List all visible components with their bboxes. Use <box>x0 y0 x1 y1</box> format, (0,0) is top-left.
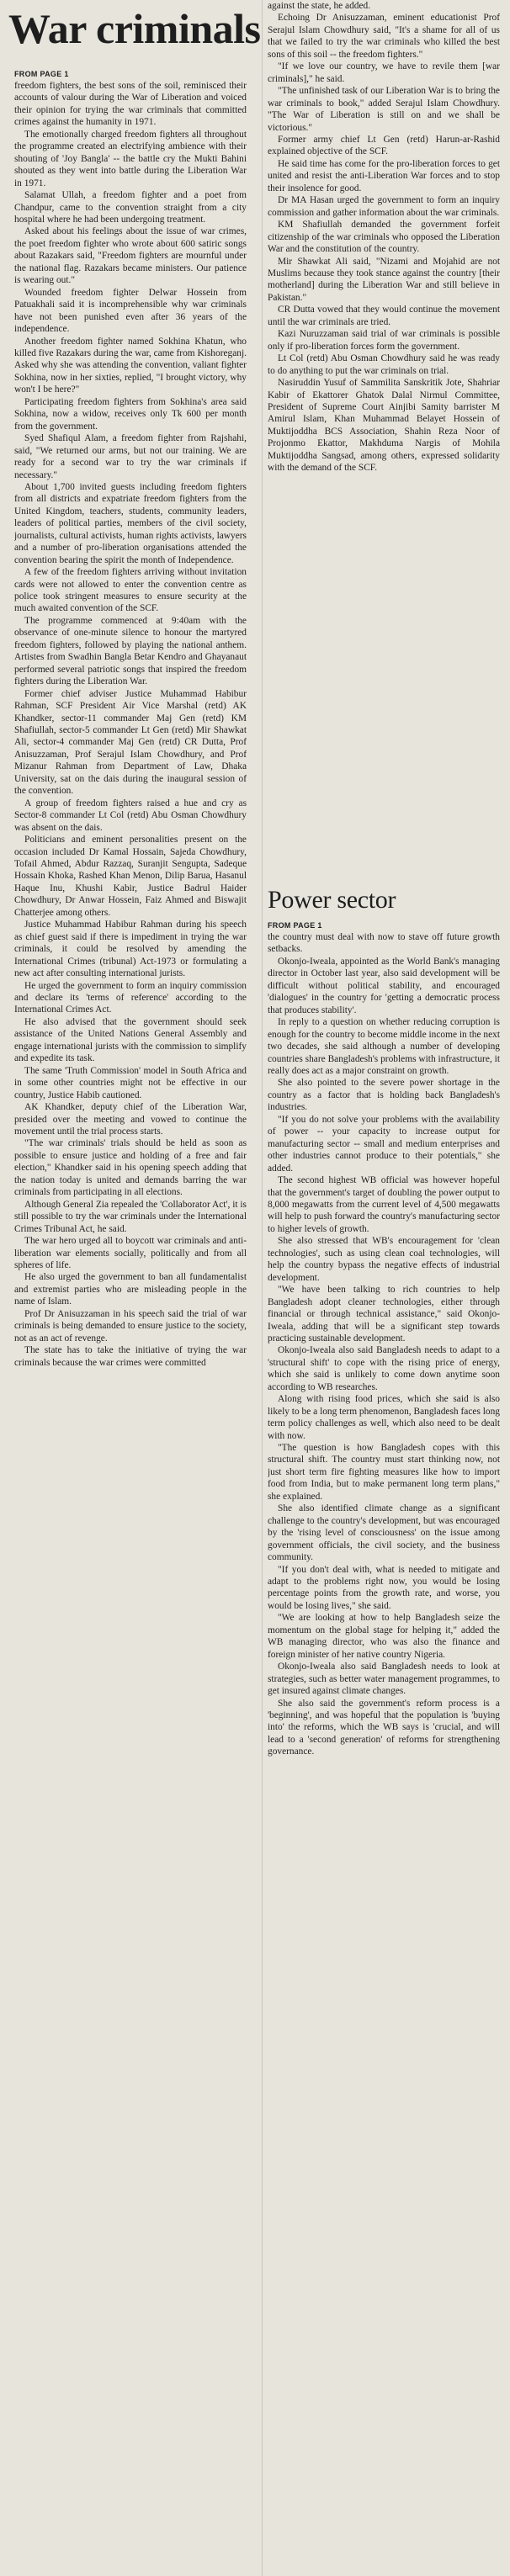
article-kicker: FROM PAGE 1 <box>14 70 69 78</box>
article-paragraph: About 1,700 invited guests including freedom fighters from all districts and expatriate freedom fighters from the United Kingdom, teachers, students, community leaders, leaders of political parties, members of the civil society, journalists, cultural activists, human rights activists, lawyers and a number of pro-liberation organisations attended the convention bearing the spirit the month of Independence. <box>14 481 247 565</box>
article-body <box>268 931 500 1758</box>
article-paragraph: KM Shafiullah demanded the government forfeit citizenship of the war criminals who opposed the Liberation War and the constitution of the country. <box>268 220 500 255</box>
article-paragraph: "The unfinished task of our Liberation War is to bring the war criminals to book," added Serajul Islam Chowdhury. "The War of Liberation is still on and we shall be victorious." <box>268 86 500 133</box>
article-paragraph: Mir Shawkat Ali said, "Nizami and Mojahid are not Muslims because they took stance against the country [their motherland] during the Liberation War and still believe in Pakistan." <box>268 256 500 303</box>
article-paragraph: Politicians and eminent personalities present on the occasion included Dr Kamal Hossain, Sajeda Chowdhury, Tofail Ahmed, Abdur Razzaq, Suranjit Sengupta, Sadeque Hossain Khoka, Rashed Khan Menon, Dilip Barua, Hasanul Haque Inu, Khushi Kabir, Justice Badrul Haider Chowdhury, Dr Anwar Hossein, Faiz Ahmed and Biswajit Chatterjee among others. <box>14 835 247 918</box>
article-paragraph: "The war criminals' trials should be held as soon as possible to ensure justice and holding of a free and fair election," Khandker said in his opening speech adding that the nation today is united and demands barring the war criminals from participating in all elections. <box>14 1138 247 1198</box>
article-paragraph: against the state, he added. <box>268 1 371 11</box>
article-paragraph: Another freedom fighter named Sokhina Khatun, who killed five Razakars during the war, came from Kishoreganj. Asked why she was attending the convention, valiant fighter Sokhina, now in her sixties, replied, "I brought victory, why won't I be here?" <box>14 336 247 395</box>
article-power-sector <box>268 920 500 2569</box>
article-paragraph: He also urged the government to ban all fundamentalist and extremist parties who are misleading people in the name of Islam. <box>14 1272 247 1307</box>
article-paragraph: Syed Shafiqul Alam, a freedom fighter from Rajshahi, said, "We returned our arms, but not our training. We are ready for a second war to try the war criminals if necessary." <box>14 433 247 480</box>
article-paragraph: Okonjo-Iweala also said Bangladesh needs to adapt to a 'structural shift' to cope with the rising price of energy, which she said is unlikely to come down anytime soon according to WB researches. <box>268 1345 500 1392</box>
article-paragraph: The war hero urged all to boycott war criminals and anti-liberation war elements socially, politically and from all spheres of life. <box>14 1236 247 1270</box>
article-paragraph: "If we love our country, we have to revile them [war criminals]," he said. <box>268 61 500 84</box>
article-paragraph: She also said the government's reform process is a 'beginning', and was hopeful that the population is 'buying into' the reforms, which the WB says is 'crucial, and will lead to a 'second generation' of reforms for strengthening governance. <box>268 1698 500 1757</box>
article-paragraph: Echoing Dr Anisuzzaman, eminent educationist Prof Serajul Islam Chowdhury said, "It's a shame for all of us that we failed to try the war criminals who killed the best sons of this soil -- the freedom fighters." <box>268 13 500 60</box>
article-paragraph: Dr MA Hasan urged the government to form an inquiry commission and gather information about the war criminals. <box>268 195 500 218</box>
article-paragraph: Former army chief Lt Gen (retd) Harun-ar-Rashid explained objective of the SCF. <box>268 134 500 157</box>
article-paragraph: Nasiruddin Yusuf of Sammilita Sanskritik Jote, Shahriar Kabir of Ekattorer Ghatok Dalal Nirmul Committee, President of Supreme Court Ainjibi Samity barrister M Amirul Islam, Khan Muhammad Belayet Hossein of Muktijoddha BCS Association, Shahin Reza Noor of Projonmo Ekattor, Makhduma Nargis of Mohila Muktijoddha Sangsad, among others, expressed solidarity with the demand of the SCF. <box>268 378 500 474</box>
page-title: War criminals <box>8 5 261 52</box>
article-paragraph: A few of the freedom fighters arriving without invitation cards were not allowed to enter the convention centre as police took stringent measures to ensure security at the much awaited convention of the SCF. <box>14 567 247 614</box>
article-paragraph: He urged the government to form an inquiry commission and declare its 'terms of reference' according to the International Crimes Act. <box>14 980 247 1015</box>
article-paragraph: The state has to take the initiative of trying the war criminals because the war crimes were committed <box>14 1345 247 1368</box>
article-body <box>14 80 247 1369</box>
article-paragraph: "The question is how Bangladesh copes with this structural shift. The country must start thinking now, not just short term fire fighting measures like how to import food from India, but to make permanent long term plans," she explained. <box>268 1443 500 1502</box>
article-paragraph: Along with rising food prices, which she said is also likely to be a long term phenomenon, Bangladesh faces long term policy challenges as well, which also need to be dealt with now. <box>268 1394 500 1441</box>
article-paragraph: The same 'Truth Commission' model in South Africa and in some other countries might not be effective in our country, Justice Habib cautioned. <box>14 1065 247 1100</box>
article-headline: Power sector <box>268 886 396 914</box>
article-paragraph: Wounded freedom fighter Delwar Hossein from Patuakhali said it is incomprehensible why war criminals have not been punished even after 36 years of the independence. <box>14 287 247 335</box>
article-paragraph: Okonjo-Iweala also said Bangladesh needs to look at strategies, such as better water management programmes, to get insured against climate changes. <box>268 1662 500 1697</box>
article-war-criminals-column-1 <box>14 69 247 2569</box>
article-paragraph: Okonjo-Iweala, appointed as the World Bank's managing director in October last year, also said development will be difficult without political stability, and encouraged 'dialogues' in the country for 'getting a democratic process that produces stability'. <box>268 956 500 1015</box>
article-paragraph: Participating freedom fighters from Sokhina's area said Sokhina, now a widow, receives only Tk 600 per month from the government. <box>14 396 247 432</box>
article-continuation <box>268 0 500 474</box>
article-paragraph: He said time has come for the pro-liberation forces to get united and resist the anti-Liberation War forces and to stop their insolence for good. <box>268 158 500 193</box>
article-paragraph: The second highest WB official was however hopeful that the government's target of doubling the power output to 8,000 megawatts from the current level of 4,500 megawatts will help to push forward the country's manufacturing sector to higher levels of growth. <box>268 1175 500 1234</box>
article-paragraph: She also stressed that WB's encouragement for 'clean technologies', such as using clean coal technologies, will help the country bypass the negative effects of industrial development. <box>268 1236 500 1283</box>
article-paragraph: Asked about his feelings about the issue of war crimes, the poet freedom fighter who wrote about 600 satiric songs about Razakars said, "Freedom fighters are mournful under the national flag. Razakars became ministers. Our patience is wearing out." <box>14 226 247 286</box>
article-paragraph: "If you don't deal with, what is needed to mitigate and adapt to the problems right now, you would be losing percentage points from the growth rate, and worse, you would be losing lives," she said. <box>268 1564 500 1611</box>
article-paragraph: Lt Col (retd) Abu Osman Chowdhury said he was ready to do anything to put the war criminals on trial. <box>268 353 500 376</box>
article-paragraph: In reply to a question on whether reducing corruption is enough for the country to become middle income in the next two decades, she said although a number of developing countries share Bangladesh's problems with infrastructure, it really does act as a major constraint on growth. <box>268 1017 500 1076</box>
article-paragraph: The programme commenced at 9:40am with the observance of one-minute silence to honour the martyred freedom fighters, followed by playing the national anthem. Artistes from Swadhin Bangla Betar Kendro and Ghayanaut performed several patriotic songs that inspired the freedom fighters during the Liberation War. <box>14 615 247 687</box>
article-paragraph: AK Khandker, deputy chief of the Liberation War, presided over the meeting and vowed to continue the movement until the trial process starts. <box>14 1102 247 1137</box>
article-paragraph: Although General Zia repealed the 'Collaborator Act', it is still possible to try the war criminals under the International Crimes Tribunal Act, he said. <box>14 1199 247 1234</box>
article-paragraph: "If you do not solve your problems with the availability of power -- your capacity to increase output for manufacturing sector -- small and medium enterprises and other industries cannot produce to their potentials," she added. <box>268 1114 500 1174</box>
article-paragraph: Kazi Nuruzzaman said trial of war criminals is possible only if pro-liberation forces form the government. <box>268 329 500 352</box>
column-divider <box>262 0 263 2576</box>
article-paragraph: The emotionally charged freedom fighters all throughout the programme created an electrifying ambience with their shouting of 'Joy Bangla' -- the battle cry the Mukti Bahini shouted as they went into battle during the Liberation War in 1971. <box>14 129 247 188</box>
article-war-criminals-column-2 <box>268 0 500 883</box>
article-paragraph: A group of freedom fighters raised a hue and cry as Sector-8 commander Lt Col (retd) Abu Osman Chowdhury was absent on the dais. <box>14 798 247 833</box>
article-paragraph: Salamat Ullah, a freedom fighter and a poet from Chandpur, came to the convention straight from a city hospital where he had been undergoing treatment. <box>14 190 247 225</box>
article-paragraph: the country must deal with now to stave off future growth setbacks. <box>268 932 500 955</box>
article-paragraph: Former chief adviser Justice Muhammad Habibur Rahman, SCF President Air Vice Marshal (retd) AK Khandker, sector-11 commander Maj Gen (retd) KM Shafiullah, sector-5 commander Lt Gen (retd) Mir Shawkat Ali, sector-4 commander Maj Gen (retd) CR Dutta, Prof Anisuzzaman, Prof Serajul Islam Chowdhury, and Prof Mizanur Rahman from Department of Law, Dhaka University, sat on the dais during the inaugural session of the convention. <box>14 688 247 797</box>
article-paragraph: CR Dutta vowed that they would continue the movement until the war criminals are tried. <box>268 305 500 327</box>
article-paragraph: "We are looking at how to help Bangladesh seize the momentum on the global stage for helping it," added the WB managing director, who was also the finance and foreign minister of her native country Nigeria. <box>268 1613 500 1660</box>
article-paragraph: Prof Dr Anisuzzaman in his speech said the trial of war criminals is being demanded to ensure justice to the society, not as an act of revenge. <box>14 1308 247 1344</box>
article-kicker: FROM PAGE 1 <box>268 921 322 930</box>
article-paragraph: Justice Muhammad Habibur Rahman during his speech as chief guest said if there is impediment in trying the war criminals, it could be resolved by amending the International Crimes (tribunal) Act-1973 or formulating a new act after consulting international jurists. <box>14 920 247 979</box>
article-paragraph: She also pointed to the severe power shortage in the country as a factor that is holding back Bangladesh's industries. <box>268 1078 500 1113</box>
article-paragraph: She also identified climate change as a significant challenge to the country's development, but was encouraged by the 'rising level of consciousness' on the issue among government officials, the civil society, and the business community. <box>268 1503 500 1563</box>
article-paragraph: "We have been talking to rich countries to help Bangladesh adopt cleaner technologies, either through financial or through technical assistance," said Okonjo-Iweala, adding that will be a significant step towards practicing sustainable development. <box>268 1285 500 1344</box>
article-paragraph: He also advised that the government should seek assistance of the United Nations General Assembly and engage international jurists with the commission to simplify and expedite its task. <box>14 1016 247 1064</box>
article-paragraph: freedom fighters, the best sons of the soil, reminisced their accounts of valour during the War of Liberation and voiced their opinion for trying the war criminals that committed crimes against the humanity in 1971. <box>14 81 247 128</box>
